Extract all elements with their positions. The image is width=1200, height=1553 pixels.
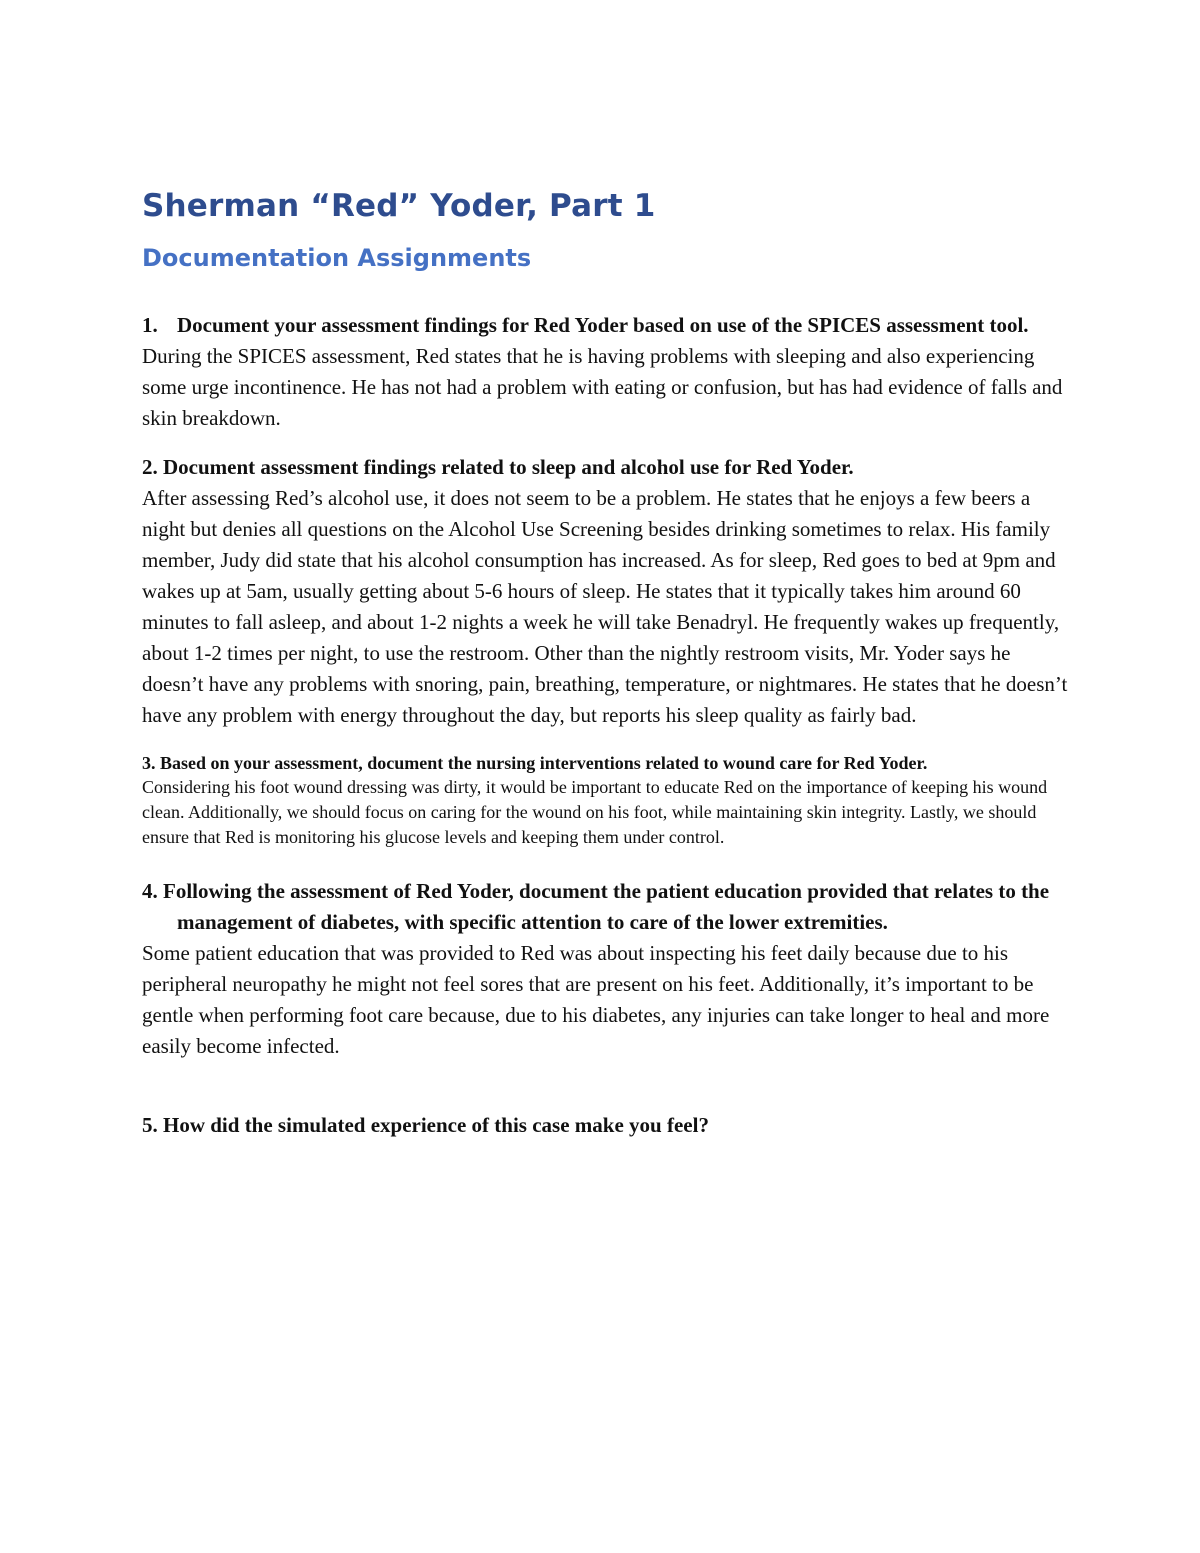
question-4-answer: Some patient education that was provided to Red was about inspecting his feet daily because due to his peripheral neuropathy he might not feel sores that are present on his feet. Additionally, it’s important to be gentle when performing foot care because, due to his diabetes, any injuries can take longer to heal and more easily become infected. [142, 941, 1050, 1058]
question-4-text: Following the assessment of Red Yoder, document the patient education provided that relates to the management of diabetes, with specific attention to care of the lower extremities. [163, 879, 1050, 934]
question-1-number: 1. [142, 313, 158, 337]
question-2-prompt [142, 452, 1072, 483]
question-1-answer: During the SPICES assessment, Red states that he is having problems with sleeping and also experiencing some urge incontinence. He has not had a problem with eating or confusion, but has had evidence of falls and skin breakdown. [142, 344, 1063, 430]
question-2-number: 2. [142, 455, 158, 479]
question-1-prompt [142, 310, 1072, 341]
question-1-text: Document your assessment findings for Red Yoder based on use of the SPICES assessment tool. [177, 313, 1029, 337]
question-5-number: 5. [142, 1113, 158, 1137]
question-2-answer: After assessing Red’s alcohol use, it does not seem to be a problem. He states that he enjoys a few beers a night but denies all questions on the Alcohol Use Screening besides drinking sometimes to relax. His family member, Judy did state that his alcohol consumption has increased. As for sleep, Red goes to bed at 9pm and wakes up at 5am, usually getting about 5-6 hours of sleep. He states that it typically takes him around 60 minutes to fall asleep, and about 1-2 nights a week he will take Benadryl. He frequently wakes up frequently, about 1-2 times per night, to use the restroom. Other than the nightly restroom visits, Mr. Yoder says he doesn’t have any problems with snoring, pain, breathing, temperature, or nightmares. He states that he doesn’t have any problem with energy throughout the day, but reports his sleep quality as fairly bad. [142, 486, 1068, 727]
question-3-text: Based on your assessment, document the nursing interventions related to wound care for Red Yoder. [160, 753, 928, 773]
question-3-prompt [142, 751, 1072, 775]
question-5-prompt [142, 1110, 1072, 1141]
question-4-number: 4. [142, 879, 158, 903]
question-4-prompt [142, 876, 1072, 938]
question-3-number: 3. [142, 753, 156, 773]
document-content [142, 184, 1072, 1141]
question-3-answer: Considering his foot wound dressing was dirty, it would be important to educate Red on the importance of keeping his wound clean. Additionally, we should focus on caring for the wound on his foot, while maintaining skin integrity. Lastly, we should ensure that Red is monitoring his glucose levels and keeping them under control. [142, 777, 1048, 847]
question-5-text: How did the simulated experience of this case make you feel? [163, 1113, 709, 1137]
question-2-text: Document assessment findings related to sleep and alcohol use for Red Yoder. [163, 455, 854, 479]
document-title: Sherman “Red” Yoder, Part 1 [142, 188, 656, 224]
document-subtitle: Documentation Assignments [142, 244, 532, 272]
